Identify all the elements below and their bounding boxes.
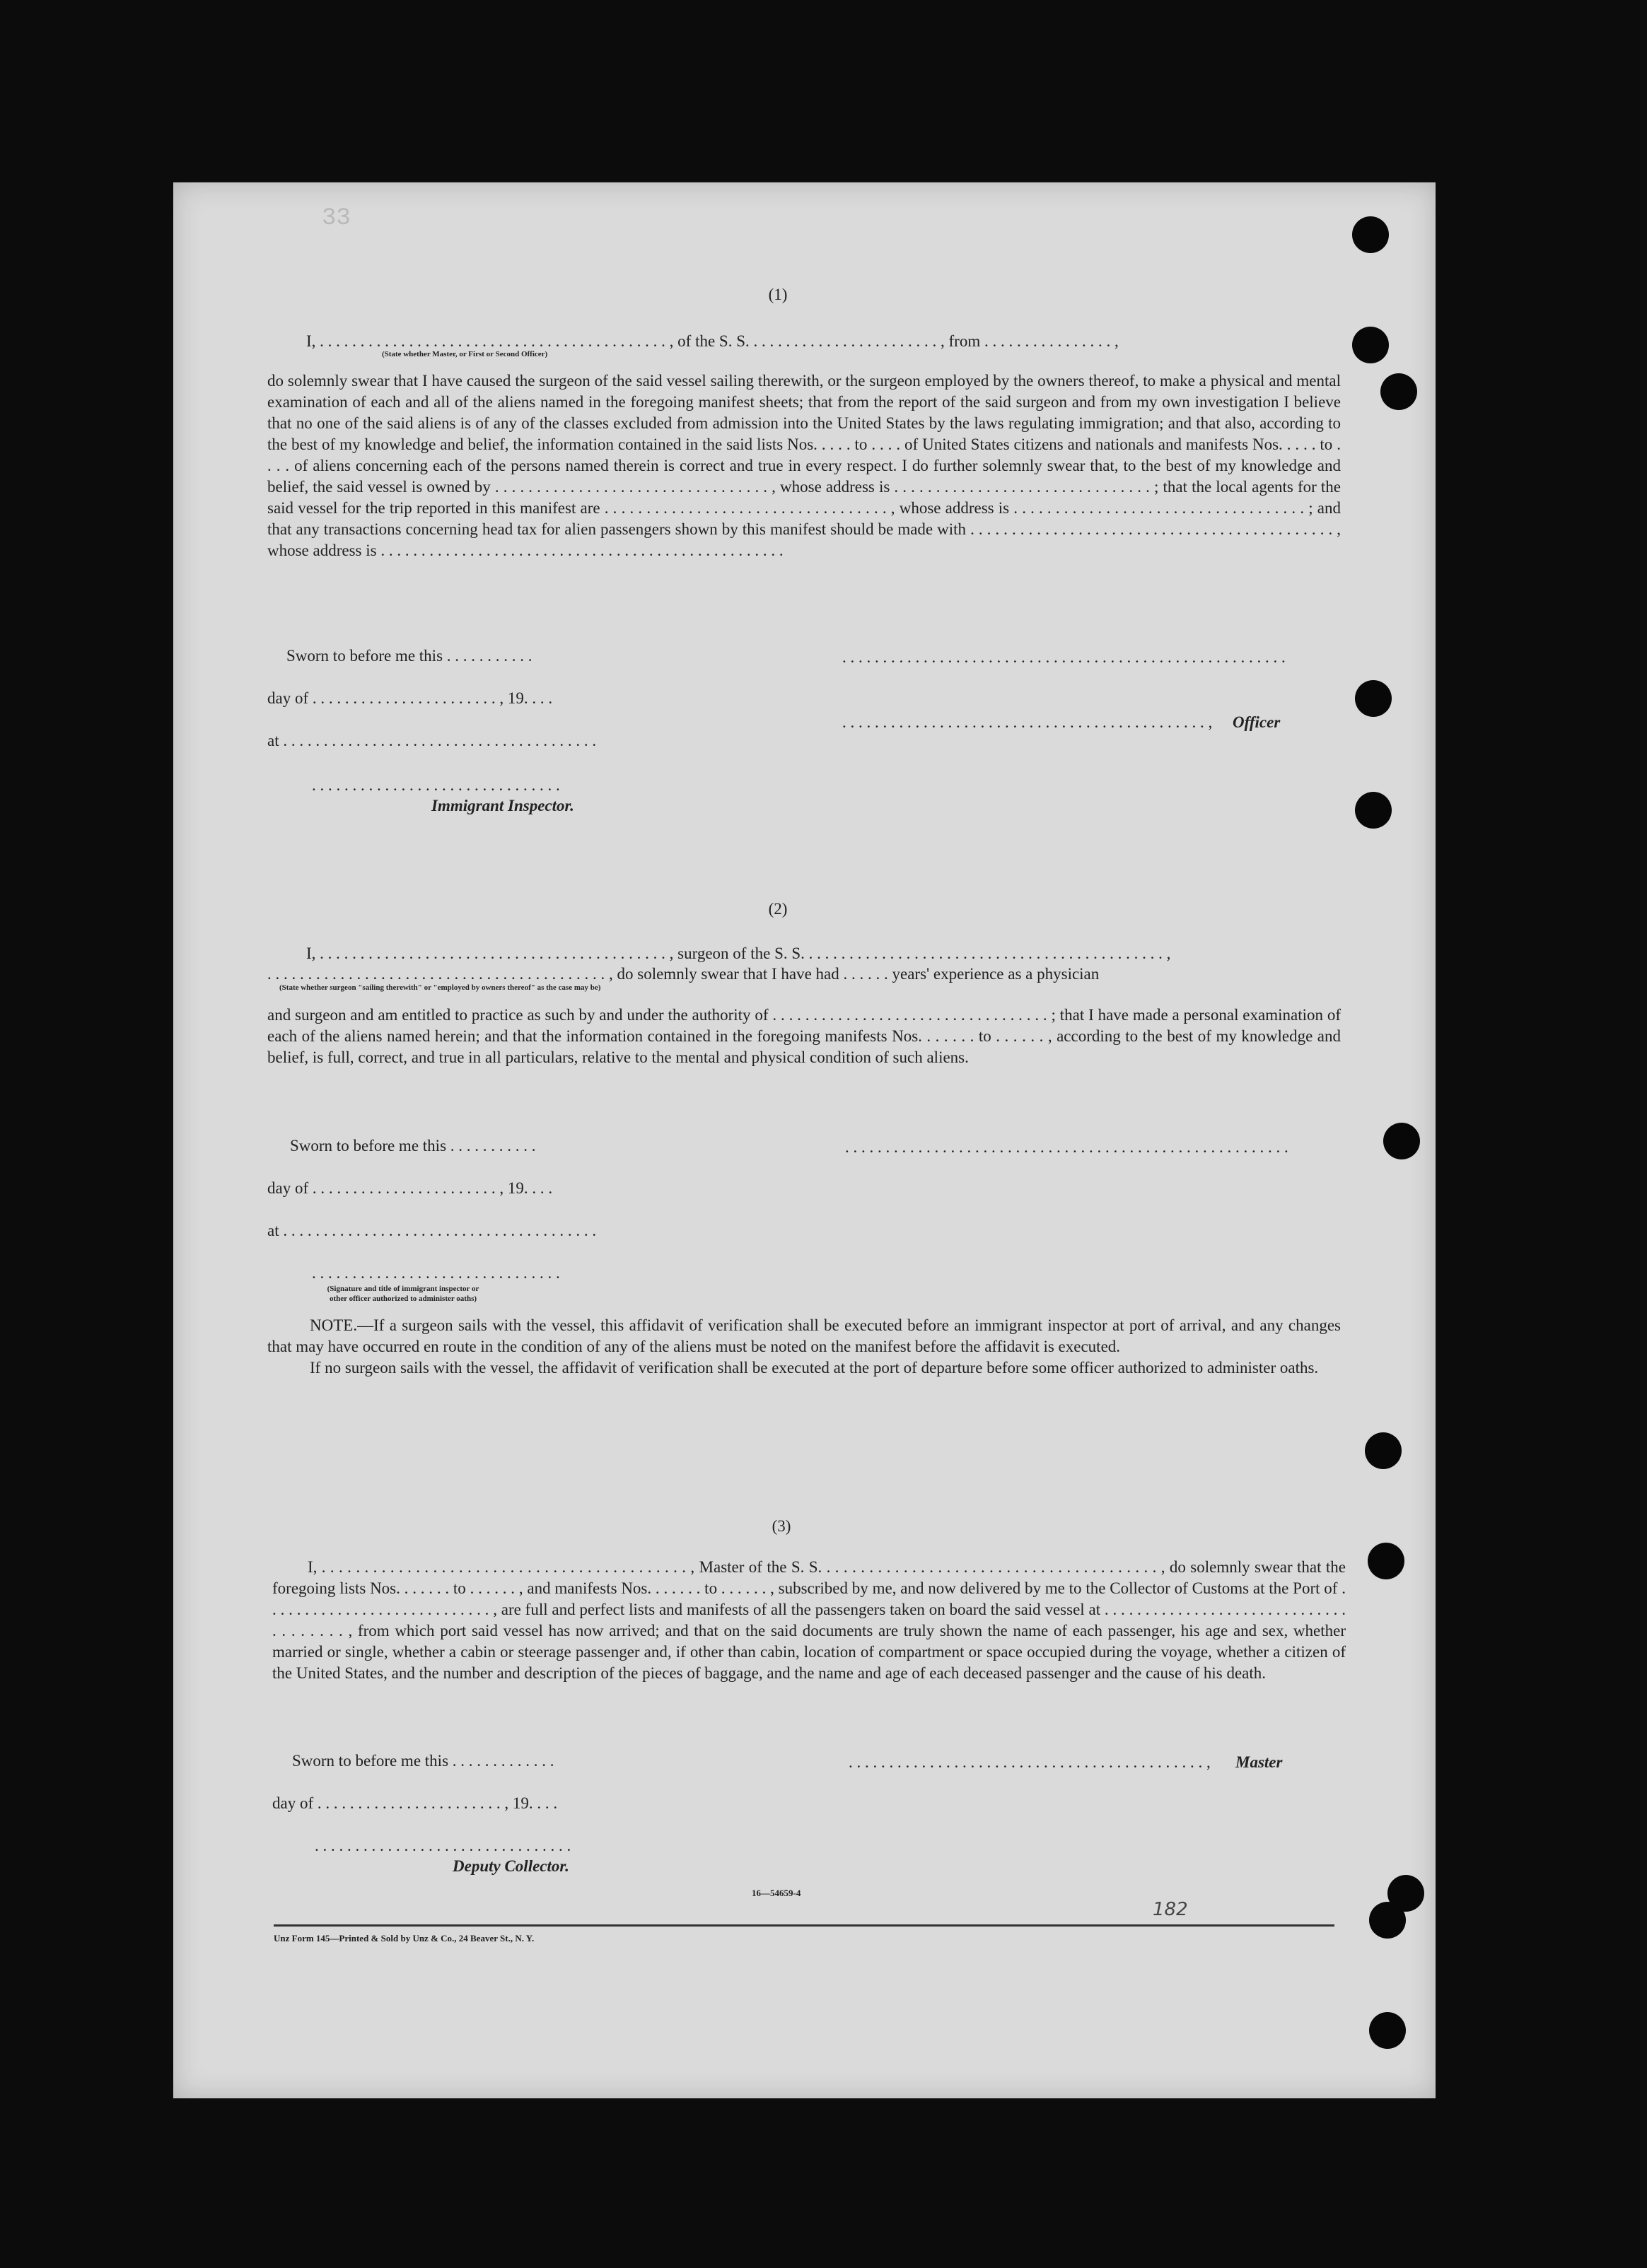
- section-1-day: day of . . . . . . . . . . . . . . . . . . . . . . . , 19. . . .: [267, 689, 553, 707]
- section-1-number: (1): [768, 286, 788, 303]
- section-1-note: (State whether Master, or First or Second Officer): [382, 350, 548, 358]
- punch-hole-11: [1369, 2012, 1406, 2049]
- section-2-line2: . . . . . . . . . . . . . . . . . . . . . . . . . . . . . . . . . . . . . . . . . . , do solemnly swear that I have had . . . . . . years' experience as a physician: [267, 965, 1100, 983]
- note-text-2: If no surgeon sails with the vessel, the affidavit of verification shall be executed at the port of departure before some officer authorized to administer oaths.: [310, 1359, 1319, 1376]
- punch-hole-1: [1352, 216, 1389, 253]
- punch-hole-2: [1352, 327, 1389, 363]
- note-text-1: [267, 1315, 1341, 1357]
- section-2-number: (2): [768, 900, 788, 918]
- section-2-body: and surgeon and am entitled to practice as such by and under the authority of . . . . . . . . . . . . . . . . . . . . . . . . . . . . . . . . . . ; that I have made a personal examination of each of the aliens named herein; and that the information contained in the foregoing manifests Nos. . . . . . . to . . . . . . , according to the best of my knowledge and belief, is full, correct, and true in all particulars, relative to the mental and physical condition of such aliens.: [267, 1006, 1341, 1066]
- section-2-note: (State whether surgeon "sailing therewith" or "employed by owners thereof" as the case may be): [279, 983, 601, 992]
- punch-hole-5: [1355, 792, 1392, 829]
- bottom-rule: [274, 1924, 1334, 1927]
- punch-hole-8: [1368, 1543, 1404, 1579]
- section-3-sig-label: Deputy Collector.: [453, 1857, 569, 1875]
- section-2-sig-dots: . . . . . . . . . . . . . . . . . . . . . . . . . . . . . . .: [312, 1264, 560, 1282]
- document-page: [173, 182, 1436, 2098]
- section-2-note-paragraph: [267, 1315, 1341, 1379]
- section-1-sig-label: Immigrant Inspector.: [431, 797, 574, 814]
- section-3-master-label: Master: [1235, 1753, 1283, 1771]
- punch-hole-10: [1369, 1902, 1406, 1939]
- section-3-day: day of . . . . . . . . . . . . . . . . . . . . . . . , 19. . . .: [272, 1794, 558, 1812]
- section-1-sworn: Sworn to before me this . . . . . . . . . . .: [286, 647, 532, 665]
- handwritten-page-number: 182: [1153, 1899, 1188, 1920]
- section-1-line1: I, . . . . . . . . . . . . . . . . . . . . . . . . . . . . . . . . . . . . . . . . . . . , of the S. S. . . . . . . . . . . . . . . . . . . . . . . . , from . . . . . . . . . . . . . . . . ,: [306, 332, 1119, 350]
- section-2-day: day of . . . . . . . . . . . . . . . . . . . . . . . , 19. . . .: [267, 1179, 553, 1197]
- section-1-sig-dots: . . . . . . . . . . . . . . . . . . . . . . . . . . . . . . .: [312, 776, 560, 794]
- section-2-line1: I, . . . . . . . . . . . . . . . . . . . . . . . . . . . . . . . . . . . . . . . . . . . , surgeon of the S. S. . . . . . . . . . . . . . . . . . . . . . . . . . . . . . . . . . . . . . . . . . . . . ,: [306, 945, 1171, 962]
- section-2-sworn: Sworn to before me this . . . . . . . . . . .: [290, 1137, 536, 1155]
- punch-hole-4: [1355, 680, 1392, 717]
- note-label: NOTE.: [310, 1316, 358, 1334]
- section-1-right-dots: . . . . . . . . . . . . . . . . . . . . . . . . . . . . . . . . . . . . . . . . . . . . . . . . . . . . . . .: [842, 648, 1286, 666]
- section-2-right-dots: . . . . . . . . . . . . . . . . . . . . . . . . . . . . . . . . . . . . . . . . . . . . . . . . . . . . . . .: [845, 1138, 1288, 1156]
- punch-hole-7: [1365, 1432, 1402, 1469]
- section-2-sig-note: (Signature and title of immigrant inspector or other officer authorized to administer oaths): [327, 1285, 479, 1303]
- form-number: 16—54659-4: [752, 1888, 801, 1898]
- section-1-at: at . . . . . . . . . . . . . . . . . . . . . . . . . . . . . . . . . . . . . . .: [267, 732, 597, 749]
- section-1-officer-label: Officer: [1233, 713, 1281, 731]
- section-3-master-line: . . . . . . . . . . . . . . . . . . . . . . . . . . . . . . . . . . . . . . . . . . . . ,: [849, 1753, 1211, 1771]
- printer-imprint: Unz Form 145—Printed & Sold by Unz & Co., 24 Beaver St., N. Y.: [274, 1933, 535, 1943]
- bleed-through-mark: 33: [322, 205, 351, 232]
- section-2-at: at . . . . . . . . . . . . . . . . . . . . . . . . . . . . . . . . . . . . . . .: [267, 1222, 597, 1239]
- punch-hole-3: [1380, 373, 1417, 410]
- section-3-sworn: Sworn to before me this . . . . . . . . . . . . .: [292, 1752, 554, 1770]
- section-3-number: (3): [772, 1517, 791, 1535]
- punch-hole-6: [1383, 1123, 1420, 1159]
- section-3-body: I, . . . . . . . . . . . . . . . . . . . . . . . . . . . . . . . . . . . . . . . . . . . , Master of the S. S. . . . . . . . . . . . . . . . . . . . . . . . . . . . . . . . . . . . . . . . , do solemnly swear that the foregoing lists Nos. . . . . . . to . . . . . . , and manifests Nos. . . . . . . to . . . . . . , subscribed by me, and now delivered by me to the Collector of Customs at the Port of . . . . . . . . . . . . . . . . . . . . . . . . . . . . , are full and perfect lists and manifests of all the passengers taken on board the said vessel at . . . . . . . . . . . . . . . . . . . . . . . . . . . . . . . . . . . . . . , from which port said vessel has now arrived; and that on the said documents are truly shown the name of each passenger, his age and sex, whether married or single, whether a cabin or steerage passenger and, if other than cabin, location of compartment or space occupied during the voyage, whether a citizen of the United States, and the number and description of the pieces of baggage, and the name and age of each deceased passenger and the cause of his death.: [272, 1558, 1346, 1682]
- section-1-officer-line: . . . . . . . . . . . . . . . . . . . . . . . . . . . . . . . . . . . . . . . . . . . . . ,: [842, 713, 1213, 731]
- section-1-body: do solemnly swear that I have caused the surgeon of the said vessel sailing therewith, or the surgeon employed by the owners thereof, to make a physical and mental examination of each and all of the aliens named in the foregoing manifest sheets; that from the report of the said surgeon and from my own investigation I believe that no one of the said aliens is of any of the classes excluded from admission into the United States by the laws regulating immigration; and that also, according to the best of my knowledge and belief, the information contained in the said lists Nos. . . . . to . . . . of United States citizens and nationals and manifests Nos. . . . . to . . . . of aliens concerning each of the persons named therein is correct and true in every respect. I do further solemnly swear that, to the best of my knowledge and belief, the said vessel is owned by . . . . . . . . . . . . . . . . . . . . . . . . . . . . . . . . . , whose address is . . . . . . . . . . . . . . . . . . . . . . . . . . . . . . . ; that the local agents for the said vessel for the trip reported in this manifest are . . . . . . . . . . . . . . . . . . . . . . . . . . . . . . . . . . , whose address is . . . . . . . . . . . . . . . . . . . . . . . . . . . . . . . . . . . ; and that any transactions concerning head tax for alien passengers shown by this manifest should be made with . . . . . . . . . . . . . . . . . . . . . . . . . . . . . . . . . . . . . . . . . . . . , whose address is . . . . . . . . . . . . . . . . . . . . . . . . . . . . . . . . . . . . . . . . . . . . . . . . . .: [267, 372, 1341, 559]
- note-body-1: —If a surgeon sails with the vessel, this affidavit of verification shall be executed before an immigrant inspector at port of arrival, and any changes that may have occurred en route in the condition of any of the aliens must be noted on the manifest before the affidavit is executed.: [267, 1316, 1341, 1355]
- section-3-sig-dots: . . . . . . . . . . . . . . . . . . . . . . . . . . . . . . . .: [315, 1837, 571, 1854]
